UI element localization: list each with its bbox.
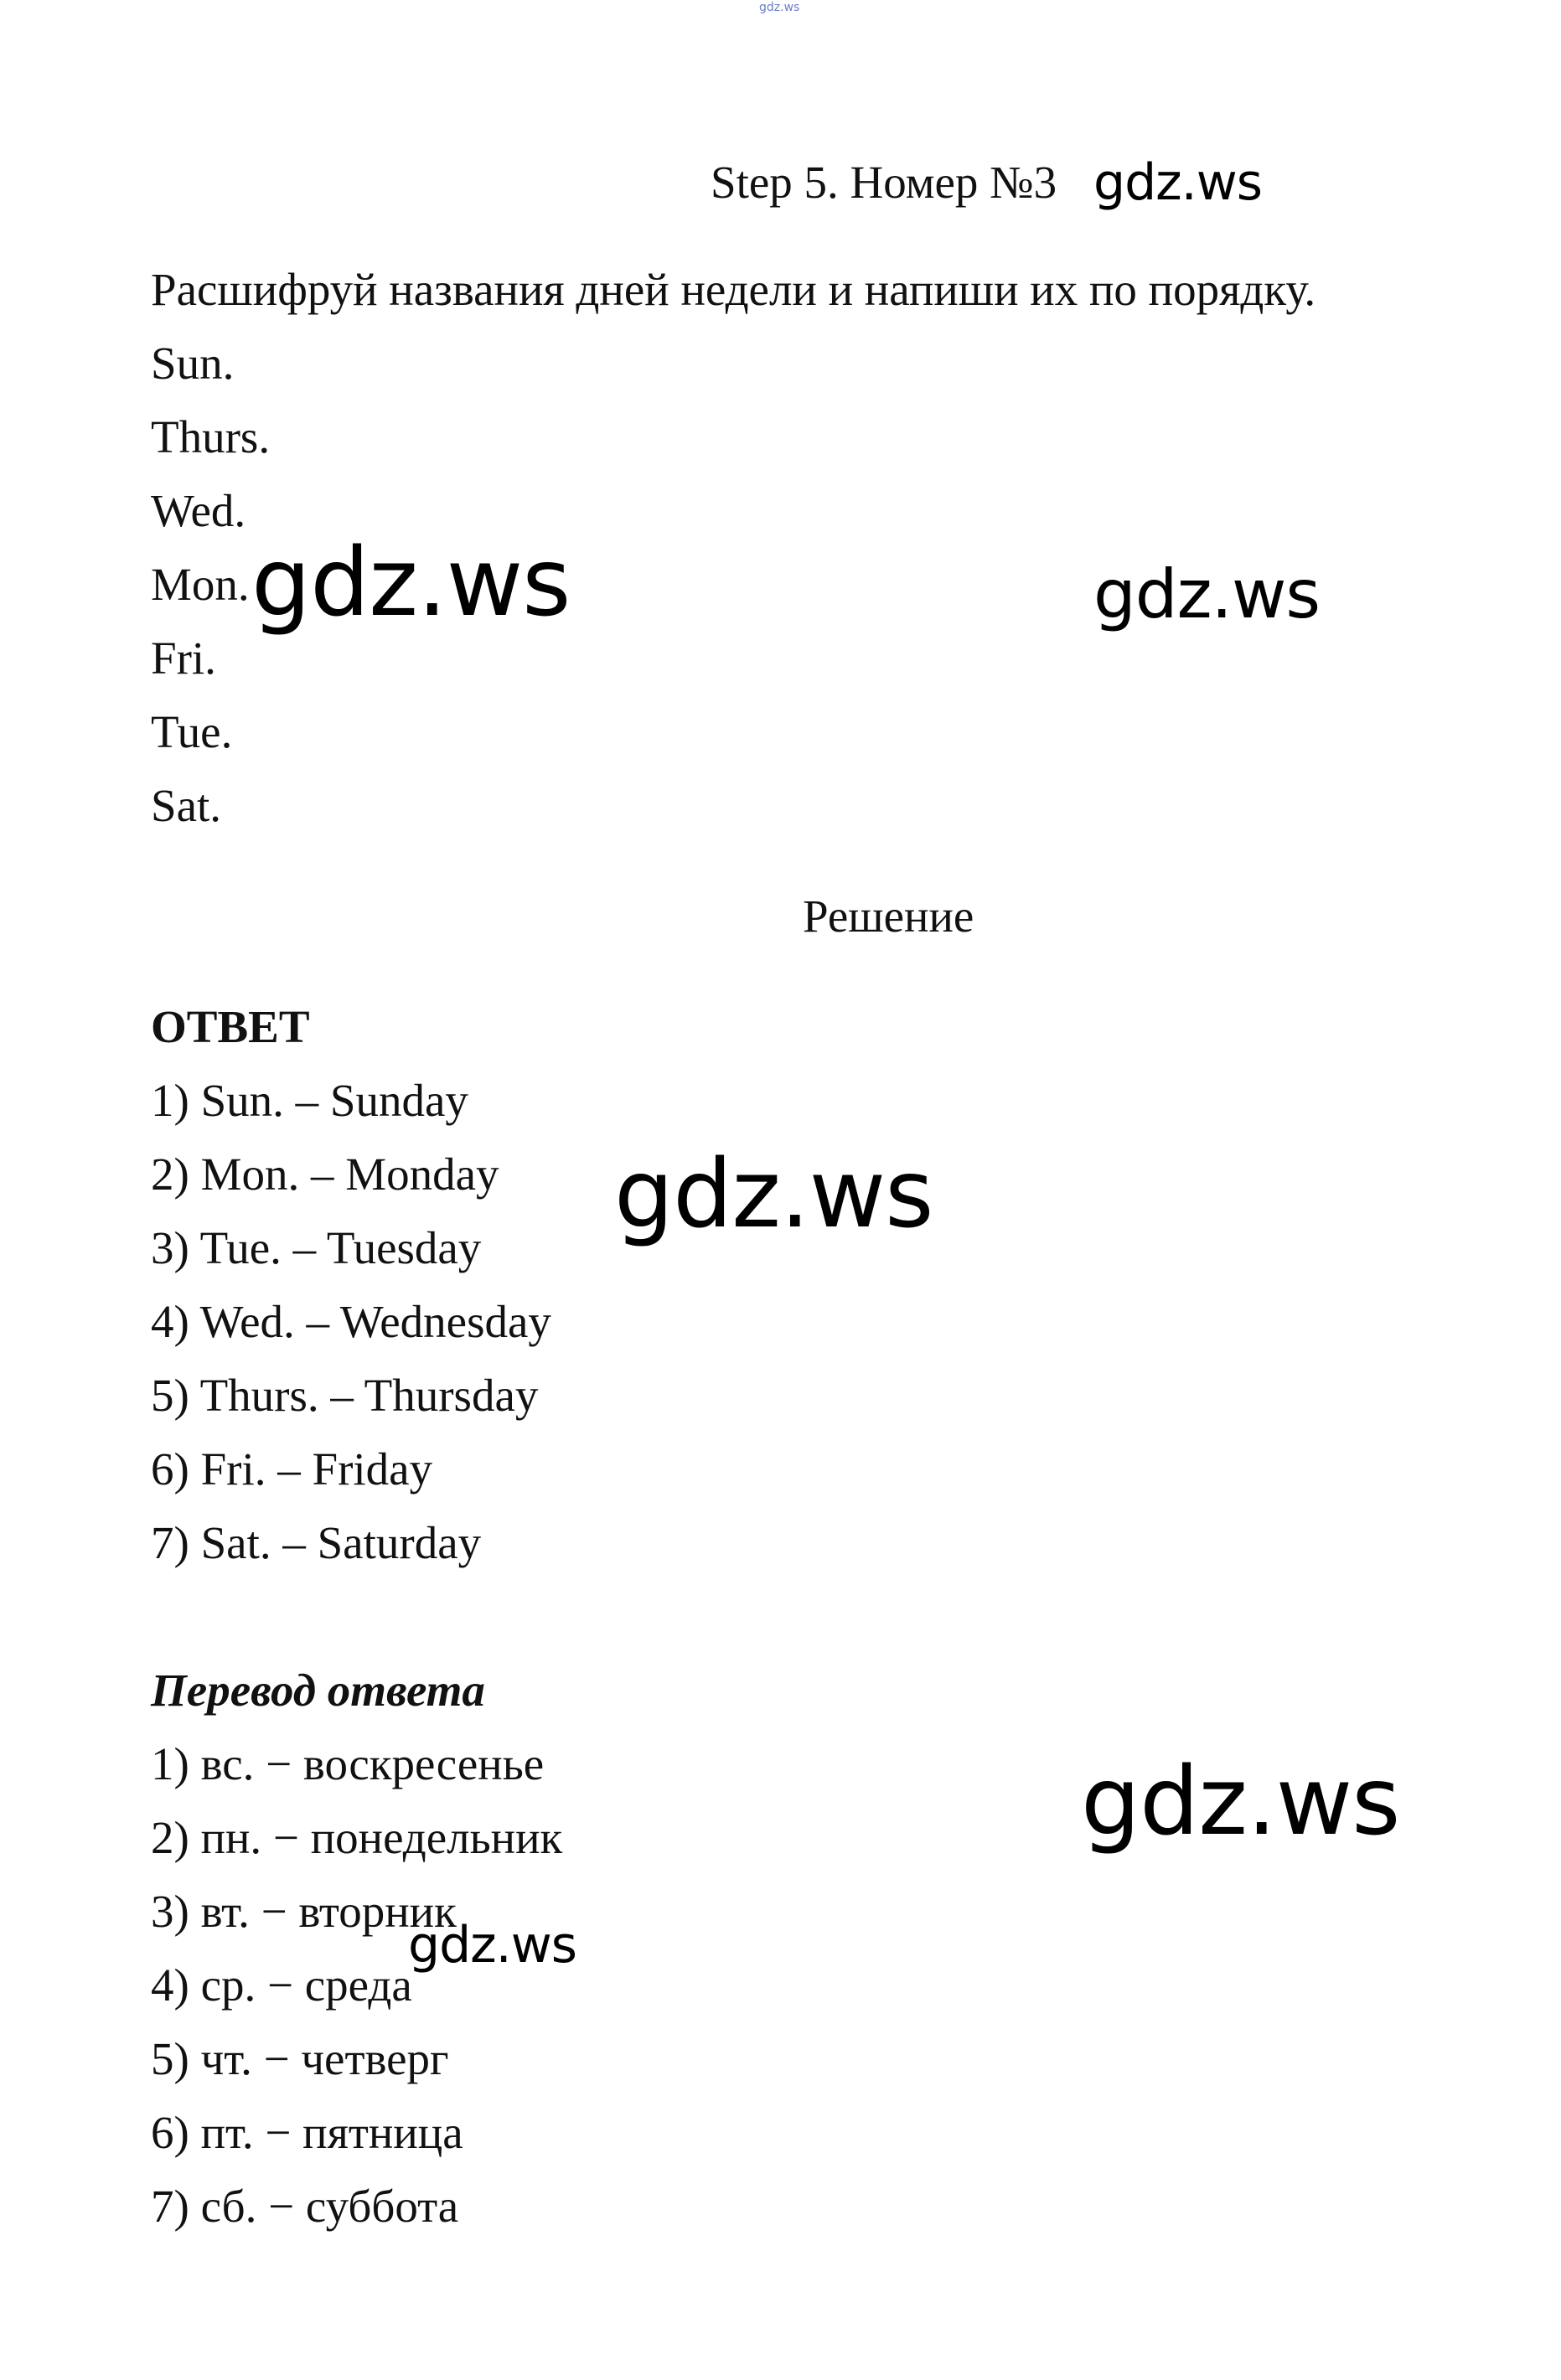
answer-item: 1) Sun. – Sunday [151, 1075, 468, 1126]
watermark-title: gdz.ws [1093, 153, 1263, 212]
watermark-right: gdz.ws [1093, 555, 1321, 633]
translation-item: 2) пн. − понедельник [151, 1812, 563, 1863]
answer-item: 5) Thurs. – Thursday [151, 1370, 539, 1421]
abbreviation-item: Tue. [151, 706, 233, 757]
abbreviation-item: Mon. [151, 559, 250, 610]
solution-heading: Решение [803, 891, 974, 942]
abbreviation-item: Thurs. [151, 411, 271, 462]
watermark-small: gdz.ws [408, 1916, 577, 1975]
watermark-left: gdz.ws [251, 529, 571, 638]
answer-item: 4) Wed. – Wednesday [151, 1296, 551, 1347]
task-instruction: Расшифруй названия дней недели и напиши их по порядку. [151, 264, 1316, 315]
translation-item: 3) вт. − вторник [151, 1886, 457, 1937]
abbreviation-item: Sat. [151, 780, 222, 831]
watermark-right-large: gdz.ws [1081, 1748, 1400, 1856]
translation-heading: Перевод ответа [151, 1665, 485, 1716]
page-title: Step 5. Номер №3 [711, 157, 1057, 208]
watermark-top: gdz.ws [759, 1, 800, 14]
translation-item: 4) ср. − среда [151, 1959, 412, 2011]
answer-item: 6) Fri. – Friday [151, 1443, 433, 1495]
abbreviation-item: Fri. [151, 632, 216, 684]
answer-item: 7) Sat. – Saturday [151, 1517, 482, 1568]
abbreviation-item: Wed. [151, 485, 246, 536]
translation-item: 6) пт. − пятница [151, 2107, 463, 2158]
answer-item: 3) Tue. – Tuesday [151, 1222, 482, 1273]
translation-item: 5) чт. − четверг [151, 2033, 449, 2084]
translation-item: 7) сб. − суббота [151, 2181, 459, 2232]
abbreviation-item: Sun. [151, 338, 235, 389]
answer-heading: ОТВЕТ [151, 1001, 310, 1052]
watermark-center: gdz.ws [614, 1140, 933, 1249]
answer-item: 2) Mon. – Monday [151, 1149, 499, 1200]
translation-item: 1) вс. − воскресенье [151, 1738, 545, 1789]
